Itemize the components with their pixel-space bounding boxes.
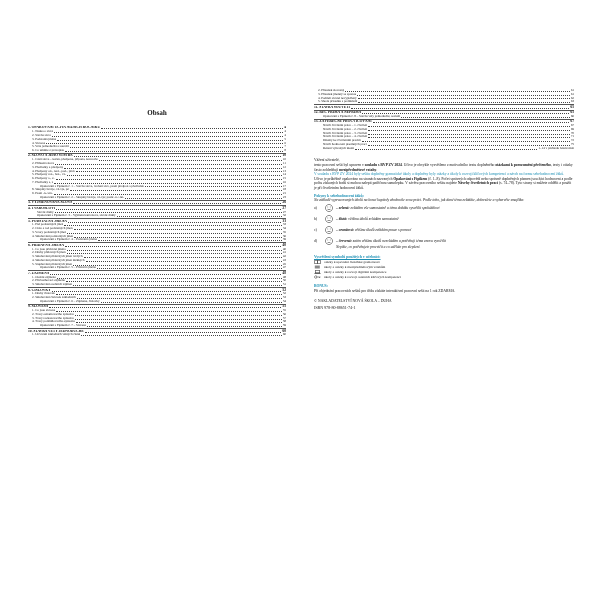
toc-page-number: 61 [570, 92, 574, 96]
toc-page-number: 13 [282, 169, 286, 173]
toc-leader [52, 291, 282, 292]
toc-page-number: 32 [282, 214, 286, 218]
toc-entry-title: 2. Tvary oznamovacího způsobu [32, 312, 74, 316]
bonus [314, 284, 574, 293]
toc-leader [362, 141, 570, 142]
toc-entry-title: 3. VYJMENOVANÁ SLOVA [28, 201, 73, 205]
toc-leader [358, 102, 569, 103]
toc-page-number: 75 [570, 142, 574, 146]
toc-entry-title: 7. Předložky s, z [32, 180, 54, 184]
toc-entry-title: 3. Tvary rozkazovacího způsobu [32, 316, 74, 320]
toc-leader [345, 91, 570, 92]
toc-leader [70, 147, 284, 148]
toc-entry-title: 1. Určování základních větných členů [32, 333, 81, 337]
toc-entry-title: Opakování s Fipikem č. 6 – Zájmena, číslovky [40, 299, 100, 303]
toc-page-number: 48 [282, 275, 286, 279]
toc-page-number: 10 [282, 153, 286, 158]
toc-entry-title: Diktáty ke čtvrtletním pracím [323, 139, 361, 143]
toc-page-number: 62 [570, 96, 574, 100]
toc-entry-title: Opakování s Fipikem č. 3 – Vyjmenovaná slova, slovní druhy [37, 214, 116, 218]
toc-page-number: 23 [282, 195, 286, 199]
toc-entry-title: Opakování s Fipikem č. 4 – Podstatná jména [40, 238, 98, 242]
toc-entry-title: 9. SLOVESA [28, 305, 49, 309]
toc-leader [68, 222, 282, 223]
toc-entry [314, 147, 574, 151]
toc-entry-title: 4. Skloňování podstatných jmen [32, 234, 74, 238]
toc-page-number: 56 [282, 312, 286, 316]
toc-page-number: 21 [282, 192, 286, 196]
toc-page-number: 45 [282, 262, 286, 266]
toc-leader [50, 274, 281, 275]
toc-leader [73, 203, 281, 204]
toc-entry-title: 5. Předpony roz-, bez-, vz- [32, 173, 67, 177]
smiley-label: c) [314, 228, 317, 233]
toc-leader [56, 311, 282, 312]
toc-page-number: 18 [282, 188, 286, 192]
selfeval-text: Na základě vypracovaných úkolů na konci kapitoly zhodnoťte svou práci. Podle toho, jak dané téma zvládáte, dokreslete a vybarvěte smajlíka: [314, 198, 525, 203]
toc-page-number: 4 [284, 130, 286, 134]
toc-leader [125, 198, 282, 199]
toc-page-number: 57 [282, 316, 286, 320]
toc-entry-title: 9. Psaní -n-/-nn- [32, 192, 53, 196]
toc-leader [56, 294, 282, 295]
right-page [314, 0, 574, 600]
symbol-list [314, 259, 574, 280]
toc-leader [74, 229, 282, 230]
toc-leader [99, 160, 281, 161]
toc-leader [101, 128, 283, 129]
toc-page-number: 36 [282, 234, 286, 238]
smiley-text: – červená: zatím většinu úkolů nezvládám a potřebuji téma znovu vysvětlit [336, 239, 446, 244]
smiley-icon [325, 226, 333, 234]
intro-paragraph-3: Učivo je průběžně opakováno na stranách nazvaných Opakování s Fipikem (č. 1–8). Počet správných odpovědí nebo správně doplněných písmen jsou žáci hodnoceni a podle počtu získaných bodů si mohou nalepit patřičnou samolepku. V závěru pracovního sešitu najdete Návrhy čtvrtletních prací (s. 74–78). Tyto strany si můžete oddělit a použít je při čtvrtletním hodnocení žáků. [314, 176, 573, 190]
toc-entry-title: Opakování s Fipikem č. 2 – Skupiny bě-bje, vě-vje; psaní -n-/-nn- [40, 195, 125, 199]
isbn: ISBN 978-80-88651-74-1 [314, 305, 356, 311]
toc-entry-title: Opakování s Fipikem č. 7 – Slovesa [40, 324, 86, 328]
toc-page-number: 65 [570, 104, 574, 109]
intro [314, 158, 574, 190]
toc-entry-title: Opakování s Fipikem č. 8 – Stavba věty jednoduché, souvětí [323, 114, 401, 118]
bonus-label: BONUS: [314, 284, 328, 289]
toc-entry-title: Návrh hodnocení písemných prací [323, 142, 367, 146]
left-page [28, 0, 286, 600]
smiley-row [314, 214, 574, 225]
toc-page-number: 39 [282, 238, 286, 242]
toc-page-number: 1–14 v přehledu řešení úloh [538, 146, 574, 150]
toc-entry-title: 5. Shoda přísudku s podmětem [318, 100, 358, 104]
toc-leader [373, 122, 570, 123]
toc-leader [66, 281, 282, 282]
copyright: © NAKLADATELSTVÍ NOVÁ ŠKOLA – DUHA [314, 299, 392, 304]
toc-leader [67, 233, 281, 234]
toc-leader [368, 126, 570, 127]
toc-leader [67, 250, 282, 251]
toc-entry-title: Návrh čtvrtletní práce – 1. čtvrtletí [323, 124, 368, 128]
toc-entry-title: Slovní druhy [37, 210, 54, 214]
toc-leader [64, 225, 281, 226]
smiley-text: – žlutá: většinu úkolů zvládám samostatně [336, 217, 399, 222]
toc-page-number: 47 [282, 266, 286, 270]
toc-entry-title: 4. Slovesa [32, 141, 46, 145]
toc-leader [117, 216, 282, 217]
laptop-icon [314, 270, 321, 274]
smiley-label: a) [314, 206, 317, 211]
toc-entry-title: 4. Podmět slovně nevyjádřený [318, 96, 357, 100]
toc-leader [368, 145, 570, 146]
puzzle-icon [314, 265, 321, 269]
toc-page-number: 5 [284, 137, 286, 141]
toc-page-number: 34 [282, 227, 286, 231]
toc-leader [368, 134, 570, 135]
toc-page-number: 61 [570, 89, 574, 92]
toc-leader [46, 143, 283, 144]
toc-entry-title: 11. STAVBA SOUVĚTÍ [314, 105, 350, 109]
toc-entry-title: 1. Části slova – kořen, předpona, přípona, koncovka [32, 158, 99, 162]
toc-entry-title: Opakování s Fipikem č. 1 – Stavba slova, tvoření slov, psaní předpon a předložek [40, 184, 144, 188]
toc-page-number: 27 [282, 210, 286, 214]
toc-entry-title: 2. Přivlastňovací zájmena [32, 279, 65, 283]
toc-leader [54, 194, 282, 195]
toc-leader [73, 285, 282, 286]
toc-page-number: 60 [282, 333, 286, 337]
key-icon [314, 275, 321, 279]
toc-page-number: 60 [282, 328, 286, 333]
toc-page-number: 8 [284, 149, 286, 153]
selfeval-note: Nepište, co potřebujete procvičit a co uděláte pro zlepšení. [336, 244, 421, 249]
toc-leader [70, 190, 282, 191]
intro-greeting: Vážení uživatelé, [314, 158, 340, 163]
toc-page-number: 58 [282, 320, 286, 324]
toc-page-number: 55 [282, 304, 286, 309]
toc-leader [55, 164, 282, 165]
smiley-text: – zelená: zvládám vše samostatně a téma dokážu vysvětlit spolužákovi [336, 206, 440, 211]
symbols-heading: Vysvětlení symbolů použitých v učebnici: [314, 254, 381, 259]
toc-entry-title: 2. SLOVO A JEHO STAVBA [28, 154, 73, 158]
toc-leader [57, 140, 283, 141]
toc-leader [75, 319, 282, 320]
toc-entry-title: 3. Vzory podstatných jmen [32, 230, 67, 234]
toc-leader [85, 332, 282, 333]
smiley-list [314, 203, 574, 247]
toc-page-number: 40 [282, 247, 286, 251]
toc-page-number: 65 [570, 110, 574, 115]
toc-page-number: 50 [282, 279, 286, 283]
toc-leader [55, 212, 282, 213]
toc-leader [49, 307, 281, 308]
toc-leader [65, 151, 283, 152]
intro-paragraph-2: V souladu s RVP ZV 2024 byly sešitu doplněny gramatické úkoly a doplněny byly otázky a úkoly k rozvoji klíčových kompetencí a návrh na formu sebehodnocení žáků. [314, 172, 565, 177]
toc-page-number: 35 [282, 230, 286, 234]
toc-page-number: 26 [282, 200, 286, 205]
toc-page-number: 7 [284, 145, 286, 149]
toc-entry-title: 8. ČÍSLOVKY [28, 288, 51, 292]
toc-leader [368, 130, 570, 131]
toc-entry [28, 333, 286, 337]
left-toc [28, 126, 286, 337]
toc-entry-title: 3. Skloňování přídavných jmen tvrdých [32, 255, 83, 259]
toc-page-number: 12 [282, 165, 286, 169]
toc-entry-title: 3. Přísudek jmenný se sponou [318, 92, 357, 96]
toc-page-number: 67 [570, 124, 574, 128]
smiley-label: b) [314, 217, 318, 222]
toc-page-number: 16 [282, 180, 286, 184]
toc-entry-title: 6. Co umíme z pravopisu [32, 149, 65, 153]
toc-leader [98, 240, 282, 241]
symbol-text: úkoly a otázky k rozvoji ostatních klíčových kompetencí [324, 275, 401, 280]
toc-entry-title: 5. Věta jednoduchá a souvětí [32, 145, 69, 149]
selfeval-heading: Pokyny k sebehodnocení žáků: [314, 194, 364, 199]
toc-entry-title: 2. Číslo a rod podstatných jmen [32, 227, 73, 231]
toc-entry-title: 6. Předpony s-, z- [32, 177, 55, 181]
smiley-row [314, 225, 574, 236]
toc-leader [84, 257, 282, 258]
toc-leader [54, 132, 283, 133]
toc-leader [67, 175, 282, 176]
toc-page-number: 51 [282, 283, 286, 287]
toc-entry-title: 3. Předložky a předpony [32, 165, 64, 169]
symbol-text: úkoly a otázky k mezipředmětovým vztahům [324, 264, 386, 269]
toc-entry-title: Návrh čtvrtletní práce – 2. čtvrtletí [323, 127, 368, 131]
toc-entry-title: 8. Skupiny bě-bje, vě-vje, pě [32, 188, 69, 192]
smiley-label: d) [314, 239, 318, 244]
toc-page-number: 27 [282, 205, 286, 210]
toc-leader [76, 322, 282, 323]
toc-entry-title: 12. ŘEČ PŘÍMÁ A NEPŘÍMÁ [314, 111, 362, 115]
toc-leader [101, 302, 282, 303]
toc-leader [351, 108, 569, 109]
toc-entry-title: 2. Stavba slova [32, 134, 52, 138]
toc-entry-title: Návrh čtvrtletní práce – 3. čtvrtletí [323, 131, 368, 135]
right-toc [314, 89, 574, 150]
toc-page-number: 33 [282, 223, 286, 227]
toc-page-number: 4 [284, 134, 286, 138]
toc-entry-title: 10. STAVBA VĚTY JEDNODUCHÉ [28, 329, 84, 333]
toc-entry-title: Opakování s Fipikem č. 5 – Přídavná jména [40, 266, 96, 270]
toc-entry-title: 2. Příbuzná slova [32, 162, 55, 166]
toc-page-number: 15 [282, 177, 286, 181]
toc-leader [355, 149, 537, 150]
toc-page-number: 66 [570, 114, 574, 118]
symbol-row [314, 275, 574, 280]
toc-entry-title: 13. ZÁVĚREČNÉ PROCVIČOVÁNÍ [314, 120, 372, 124]
toc-page-number: 6 [284, 141, 286, 145]
toc-page-number: 67 [570, 119, 574, 124]
toc-entry-title: 1. OPAKOVÁNÍ UČIVA NIŽŠÍCH ROČNÍKŮ [28, 126, 101, 130]
toc-entry-title: 1. Osobní zájmena [32, 275, 56, 279]
toc-leader [76, 171, 281, 172]
toc-entry-title: 4. Předpony od-, nad-, pod-, před- [32, 169, 76, 173]
toc-page-number: 70 [570, 131, 574, 135]
toc-leader [97, 268, 282, 269]
toc-leader [56, 179, 282, 180]
toc-page-number: 53 [282, 296, 286, 300]
toc-entry-title: 7. ZÁJMENA [28, 271, 50, 275]
toc-page-number: 59 [282, 324, 286, 328]
toc-entry-title: 2. Přísudek slovesný [318, 89, 345, 92]
toc-page-number: 63 [570, 100, 574, 104]
toc-page-number: 42 [282, 255, 286, 259]
symbol-text: úkoly a otázky k rozvoji digitální kompetence [324, 270, 387, 275]
toc-entry-title: 4. Tvary podmiňovacího způsobu [32, 320, 75, 324]
toc-entry-title: 1. Pád podstatných jmen [32, 223, 64, 227]
toc-leader [77, 298, 282, 299]
toc-leader [54, 183, 282, 184]
toc-entry-title: 4. TVAROSLOVÍ [28, 206, 56, 210]
toc-page-number: 72 [570, 139, 574, 143]
toc-page-number: 43 [282, 258, 286, 262]
toc-page-number: 11 [282, 162, 286, 166]
toc-entry-title: Návrh čtvrtletní práce – 4. čtvrtletí [323, 135, 368, 139]
book-icon [314, 260, 321, 264]
toc-leader [358, 98, 570, 99]
toc-entry-title: 5. PODSTATNÁ JMÉNA [28, 219, 67, 223]
smiley-icon [325, 237, 333, 245]
smiley-icon [325, 215, 333, 223]
toc-entry-title: 2. Skloňování číslovek základních [32, 296, 76, 300]
toc-leader [73, 265, 282, 266]
smiley-text: – oranžová: většinu úkolů zvládám pouze s pomocí [336, 228, 412, 233]
toc-page-number: 48 [282, 270, 286, 275]
toc-leader [362, 113, 569, 114]
toc-entry-title: 1. Co jsou slovesa [32, 309, 56, 313]
smiley-icon [325, 204, 333, 212]
toc-page-number: 71 [570, 135, 574, 139]
toc-entry-title: 6. PŘÍDAVNÁ JMÉNA [28, 243, 64, 247]
toc-entry-title: 1. Co jsou přídavná jména [32, 247, 66, 251]
intro-paragraph-1: tento pracovní sešit byl upraven v souladu s RVP ZV 2024. Učivo je obvykle vysvětleno z motivačního textu doplněného otázkami k porozumění přečteného, texty i otázky často zohledňují mezipředmětové vztahy. [314, 163, 573, 172]
toc-page-number: 54 [282, 299, 286, 303]
toc-leader [52, 136, 283, 137]
toc-entry-title: 1. Nauka o slově [32, 130, 54, 134]
toc-page-number: 10 [282, 158, 286, 162]
toc-title: Obsah [147, 109, 167, 117]
toc-leader [87, 326, 282, 327]
toc-leader [368, 137, 570, 138]
toc-page-number: 55 [282, 309, 286, 313]
toc-page-number: 52 [282, 292, 286, 296]
toc-page-number: 41 [282, 251, 286, 255]
toc-entry-title: Řešení vybraných úkolů [323, 146, 354, 150]
toc-entry-title: 4. Skloňování přídavných jmen měkkých [32, 258, 85, 262]
toc-page-number: 33 [282, 218, 286, 223]
symbol-text: otázky k upevnění čtenářské gramotnosti [324, 259, 380, 264]
toc-leader [86, 261, 282, 262]
toc-entry-title: 5. Stupňování přídavných jmen [32, 262, 73, 266]
toc-entry-title: 1. Druhy číslovek [32, 292, 55, 296]
toc-page-number: 52 [282, 287, 286, 292]
toc-page-number: 17 [282, 184, 286, 188]
toc-leader [75, 315, 282, 316]
toc-leader [57, 278, 282, 279]
toc-leader [145, 186, 282, 187]
toc-entry-title: 2. Druhy přídavných jmen [32, 251, 66, 255]
toc-leader [56, 209, 281, 210]
toc-leader [401, 117, 570, 118]
toc-page-number: 4 [284, 126, 286, 130]
toc-leader [74, 237, 282, 238]
toc-leader [357, 95, 570, 96]
toc-leader [65, 246, 281, 247]
toc-entry-title: 3. Skloňování osobních zájmen [32, 283, 73, 287]
toc-entry-title: 3. Podstatná jména [32, 137, 57, 141]
toc-page-number: 40 [282, 242, 286, 247]
toc-leader [67, 253, 282, 254]
toc-leader [74, 156, 282, 157]
toc-leader [64, 168, 282, 169]
toc-leader [81, 335, 282, 336]
smiley-row [314, 203, 574, 214]
bonus-text: Při objednání pracovních sešitů pro třídu získáte interaktivní pracovní sešit na 1 rok ZDARMA. [314, 288, 456, 293]
toc-page-number: 14 [282, 173, 286, 177]
toc-page-number: 69 [570, 127, 574, 131]
